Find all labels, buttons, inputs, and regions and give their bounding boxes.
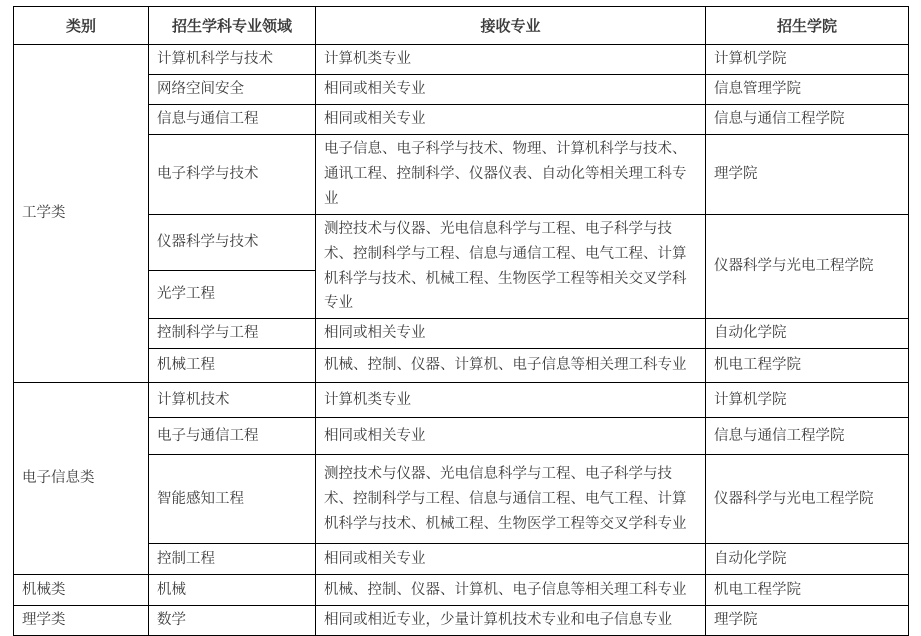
table-row [14,104,909,134]
college-cell: 信息与通信工程学院 [706,104,909,134]
majors-cell: 测控技术与仪器、光电信息科学与工程、电子科学与技术、控制科学与工程、信息与通信工程、电气工程、计算机科学与技术、机械工程、生物医学工程等交叉学科专业 [316,455,706,544]
header-majors: 接收专业 [316,7,706,45]
header-college: 招生学院 [706,7,909,45]
college-cell: 理学院 [706,606,909,636]
majors-cell: 相同或相近专业，少量计算机技术专业和电子信息专业 [316,606,706,636]
college-cell: 仪器科学与光电工程学院 [706,214,909,319]
field-cell: 信息与通信工程 [149,104,316,134]
majors-cell: 电子信息、电子科学与技术、物理、计算机科学与技术、通讯工程、控制科学、仪器仪表、自动化等相关理工科专业 [316,134,706,214]
majors-cell: 相同或相关专业 [316,104,706,134]
admission-majors-table [13,6,909,636]
majors-cell: 机械、控制、仪器、计算机、电子信息等相关理工科专业 [316,575,706,606]
header-row [14,7,909,45]
majors-cell: 相同或相关专业 [316,544,706,575]
field-cell: 机械 [149,575,316,606]
college-cell: 计算机学院 [706,383,909,418]
field-cell: 计算机科学与技术 [149,45,316,75]
field-cell: 光学工程 [149,271,316,319]
table-row [14,418,909,455]
table-row [14,74,909,104]
table-row [14,544,909,575]
college-cell: 自动化学院 [706,319,909,349]
majors-cell: 计算机类专业 [316,45,706,75]
header-category: 类别 [14,7,149,45]
majors-cell: 相同或相关专业 [316,319,706,349]
field-cell: 电子科学与技术 [149,134,316,214]
field-cell: 计算机技术 [149,383,316,418]
category-cell: 机械类 [14,575,149,606]
field-cell: 智能感知工程 [149,455,316,544]
table-row [14,575,909,606]
college-cell: 信息管理学院 [706,74,909,104]
college-cell: 理学院 [706,134,909,214]
field-cell: 机械工程 [149,349,316,383]
category-cell: 理学类 [14,606,149,636]
table-row [14,606,909,636]
college-cell: 仪器科学与光电工程学院 [706,455,909,544]
table-row [14,349,909,383]
category-cell: 工学类 [14,45,149,383]
field-cell: 控制工程 [149,544,316,575]
category-cell: 电子信息类 [14,383,149,575]
college-cell: 机电工程学院 [706,349,909,383]
field-cell: 数学 [149,606,316,636]
college-cell: 自动化学院 [706,544,909,575]
table-row [14,383,909,418]
table-row [14,214,909,271]
field-cell: 电子与通信工程 [149,418,316,455]
table-row [14,319,909,349]
majors-cell: 相同或相关专业 [316,74,706,104]
table-row [14,45,909,75]
college-cell: 信息与通信工程学院 [706,418,909,455]
table-row [14,455,909,544]
majors-cell: 相同或相关专业 [316,418,706,455]
field-cell: 仪器科学与技术 [149,214,316,271]
field-cell: 控制科学与工程 [149,319,316,349]
header-field: 招生学科专业领域 [149,7,316,45]
table-row [14,134,909,214]
majors-cell: 机械、控制、仪器、计算机、电子信息等相关理工科专业 [316,349,706,383]
majors-cell: 计算机类专业 [316,383,706,418]
majors-cell: 测控技术与仪器、光电信息科学与工程、电子科学与技术、控制科学与工程、信息与通信工程、电气工程、计算机科学与技术、机械工程、生物医学工程等相关交叉学科专业 [316,214,706,319]
college-cell: 计算机学院 [706,45,909,75]
field-cell: 网络空间安全 [149,74,316,104]
college-cell: 机电工程学院 [706,575,909,606]
